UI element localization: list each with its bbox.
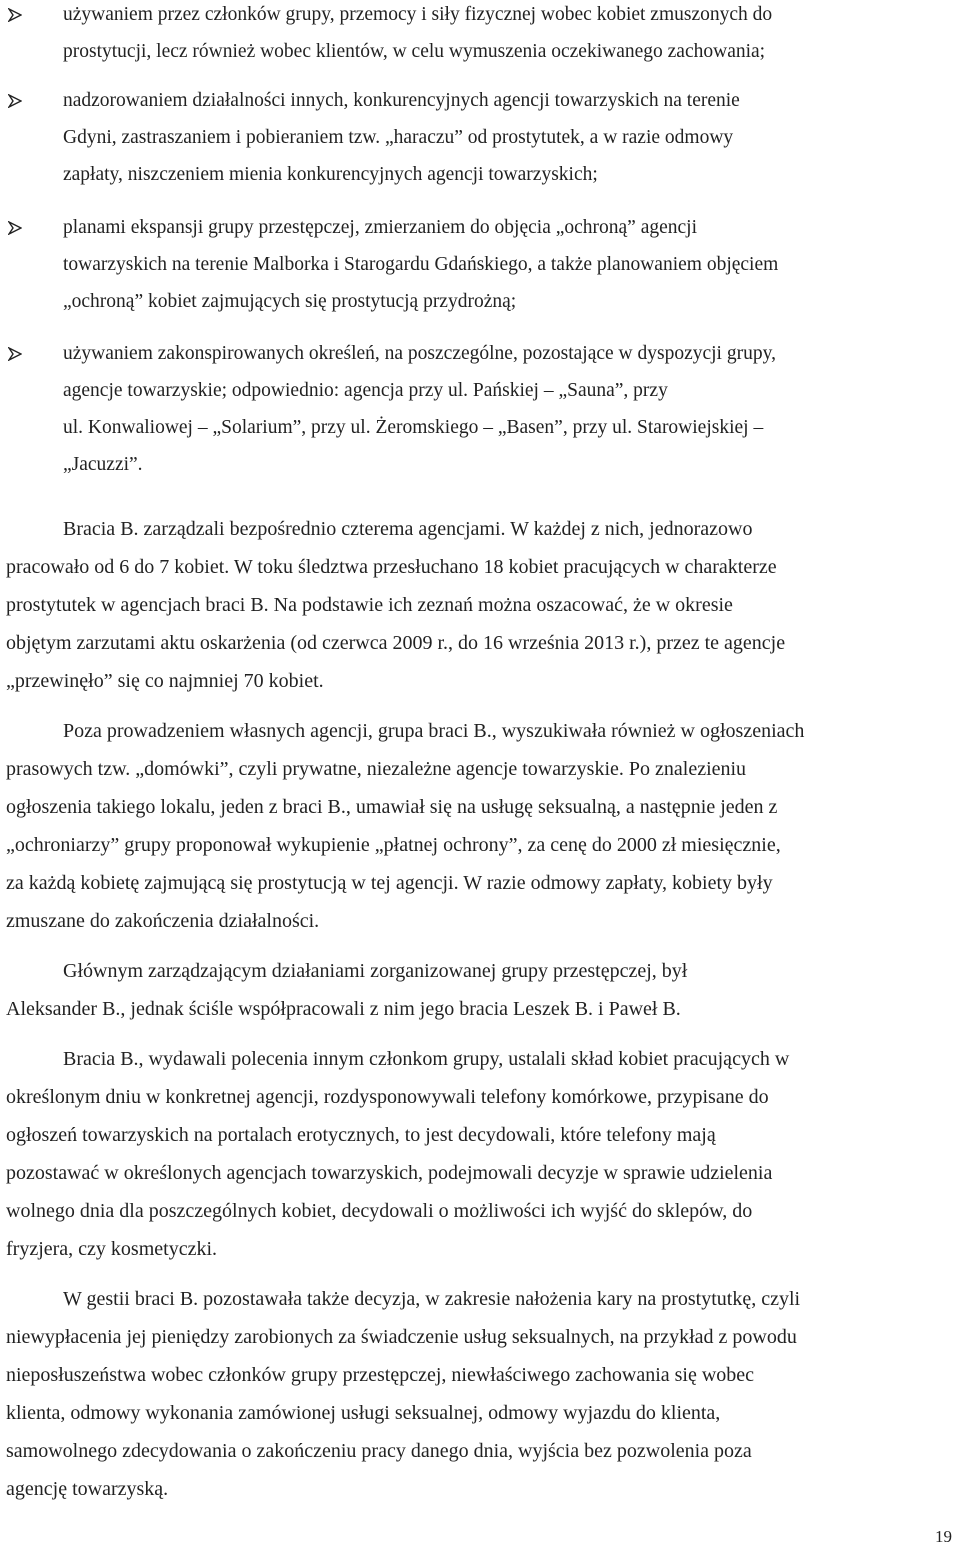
paragraph-line: Bracia B. zarządzali bezpośrednio czterema agencjami. W każdej z nich, jednorazowo (63, 518, 753, 540)
paragraph-line: pracowało od 6 do 7 kobiet. W toku śledztwa przesłuchano 18 kobiet pracujących w charakterze (6, 556, 777, 578)
paragraph-line: ogłoszenia takiego lokalu, jeden z braci B., umawiał się na usługę seksualną, a następnie jeden z (6, 796, 778, 818)
bullet-text-line: „Jacuzzi”. (63, 454, 143, 475)
page-number: 19 (935, 1527, 952, 1546)
bullet-text-line: ul. Konwaliowej – „Solarium”, przy ul. Żeromskiego – „Basen”, przy ul. Starowiejskiej – (63, 417, 764, 438)
bullet-text-line: używaniem zakonspirowanych określeń, na poszczególne, pozostające w dyspozycji grupy, (63, 343, 776, 364)
paragraph-line: zmuszane do zakończenia działalności. (6, 910, 320, 932)
paragraph-line: określonym dniu w konkretnej agencji, rozdysponowywali telefony komórkowe, przypisane do (6, 1086, 769, 1108)
bullet-text-line: planami ekspansji grupy przestępczej, zmierzaniem do objęcia „ochroną” agencji (63, 217, 698, 238)
paragraph-line: Aleksander B., jednak ściśle współpracowali z nim jego bracia Leszek B. i Paweł B. (6, 998, 681, 1020)
paragraph-line: za każdą kobietę zajmującą się prostytucją w tej agencji. W razie odmowy zapłaty, kobiety były (6, 872, 773, 894)
arrowhead-bullet-icon (8, 8, 22, 22)
paragraph-line: objętym zarzutami aktu oskarżenia (od czerwca 2009 r., do 16 września 2013 r.), przez te agencje (6, 632, 786, 654)
paragraph-line: Poza prowadzeniem własnych agencji, grupa braci B., wyszukiwała również w ogłoszeniach (63, 720, 805, 742)
paragraph-line: niewypłacenia jej pieniędzy zarobionych za świadczenie usług seksualnych, na przykład z powodu (6, 1326, 797, 1348)
bullet-text-line: Gdyni, zastraszaniem i pobieraniem tzw. „haraczu” od prostytutek, a w razie odmowy (63, 127, 734, 148)
paragraph-line: prasowych tzw. „domówki”, czyli prywatne, niezależne agencje towarzyskie. Po znalezieniu (6, 758, 747, 780)
paragraph-line: pozostawać w określonych agencjach towarzyskich, podejmowali decyzje w sprawie udzielenia (6, 1162, 773, 1184)
paragraph-line: W gestii braci B. pozostawała także decyzja, w zakresie nałożenia kary na prostytutkę, czyli (63, 1288, 801, 1310)
paragraph-line: agencję towarzyską. (6, 1478, 169, 1500)
arrowhead-bullet-icon (8, 347, 22, 361)
paragraph-line: prostytutek w agencjach braci B. Na podstawie ich zeznań można oszacować, że w okresie (6, 594, 733, 616)
arrowhead-bullet-icon (8, 221, 22, 235)
paragraph-line: Głównym zarządzającym działaniami zorganizowanej grupy przestępczej, był (63, 960, 688, 982)
bullet-text-line: towarzyskich na terenie Malborka i Starogardu Gdańskiego, a także planowaniem objęciem (63, 254, 779, 275)
bullet-text-line: używaniem przez członków grupy, przemocy i siły fizycznej wobec kobiet zmuszonych do (63, 4, 773, 25)
bullet-text-line: zapłaty, niszczeniem mienia konkurencyjnych agencji towarzyskich; (63, 164, 598, 185)
paragraph-line: wolnego dnia dla poszczególnych kobiet, decydowali o możliwości ich wyjść do sklepów, do (6, 1200, 753, 1222)
bullet-text-line: „ochroną” kobiet zajmujących się prostytucją przydrożną; (63, 291, 517, 312)
paragraph-line: nieposłuszeństwa wobec członków grupy przestępczej, niewłaściwego zachowania się wobec (6, 1364, 755, 1386)
paragraph-line: klienta, odmowy wykonania zamówionej usługi seksualnej, odmowy wyjazdu do klienta, (6, 1402, 721, 1424)
paragraph-line: fryzjera, czy kosmetyczki. (6, 1238, 218, 1260)
paragraph-line: Bracia B., wydawali polecenia innym członkom grupy, ustalali skład kobiet pracujących w (63, 1048, 790, 1070)
bullet-text-line: prostytucji, lecz również wobec klientów, w celu wymuszenia oczekiwanego zachowania; (63, 41, 766, 62)
paragraph-line: „przewinęło” się co najmniej 70 kobiet. (6, 670, 324, 692)
paragraph-line: ogłoszeń towarzyskich na portalach erotycznych, to jest decydowali, które telefony mają (6, 1124, 716, 1146)
paragraph-line: „ochroniarzy” grupy proponował wykupienie „płatnej ochrony”, za cenę do 2000 zł miesięcznie, (6, 834, 781, 856)
arrowhead-bullet-icon (8, 94, 22, 108)
bullet-text-line: nadzorowaniem działalności innych, konkurencyjnych agencji towarzyskich na terenie (63, 90, 740, 111)
paragraph-line: samowolnego zdecydowania o zakończeniu pracy danego dnia, wyjścia bez pozwolenia poza (6, 1440, 752, 1462)
bullet-text-line: agencje towarzyskie; odpowiednio: agencja przy ul. Pańskiej – „Sauna”, przy (63, 380, 668, 401)
